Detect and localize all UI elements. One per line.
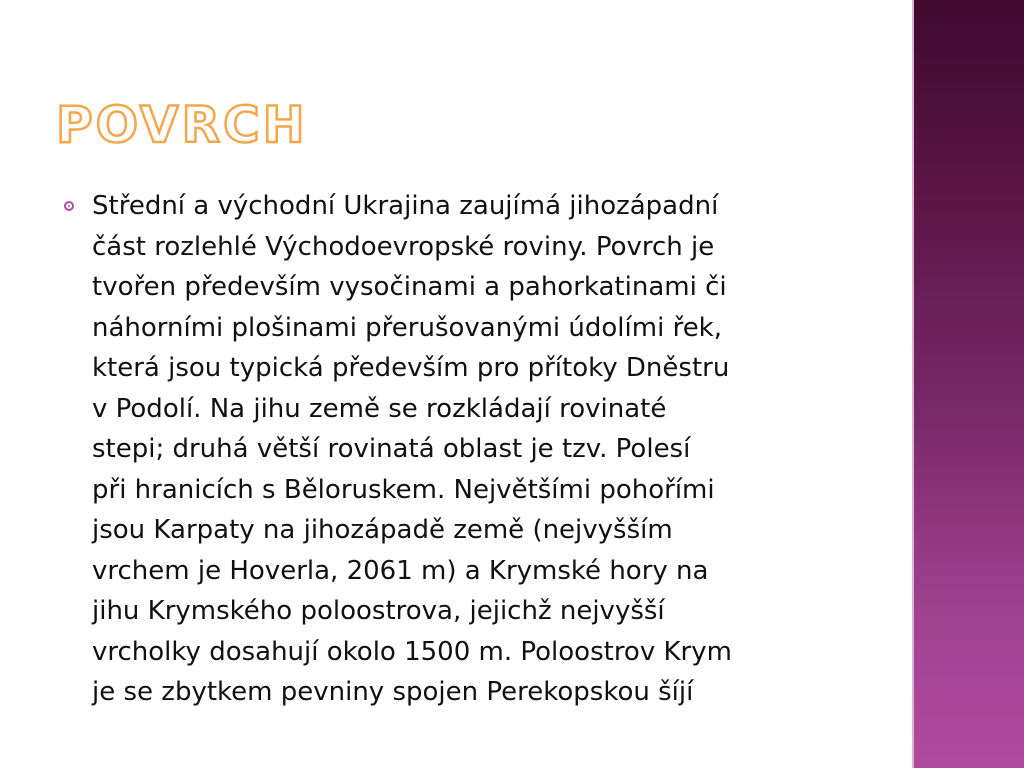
slide-title: POVRCH: [56, 96, 308, 154]
text-line: v Podolí. Na jihu země se rozkládají rovinaté: [92, 393, 667, 424]
text-line: je se zbytkem pevniny spojen Perekopskou šíjí: [92, 677, 694, 707]
text-line: vrcholky dosahují okolo 1500 m. Poloostrov Krym: [92, 636, 732, 667]
decorative-side-bar: [912, 0, 1024, 768]
slide-content: [60, 186, 860, 713]
text-line: při hranicích s Běloruskem. Největšími pohořími: [92, 474, 715, 505]
text-line: část rozlehlé Východoevropské roviny. Povrch je: [92, 231, 715, 262]
bullet-icon: [64, 201, 74, 211]
bullet-text: [92, 186, 860, 713]
text-line: Střední a východní Ukrajina zaujímá jihozápadní: [92, 191, 719, 221]
text-line: která jsou typická především pro přítoky Dněstru: [92, 353, 730, 383]
text-line: jsou Karpaty na jihozápadě země (nejvyšším: [92, 515, 673, 545]
text-line: náhorními plošinami přerušovanými údolími řek,: [92, 312, 723, 343]
bullet-item: [60, 186, 860, 713]
text-line: tvořen především vysočinami a pahorkatinami či: [92, 272, 727, 302]
text-line: stepi; druhá větší rovinatá oblast je tzv. Polesí: [92, 434, 691, 464]
text-line: jihu Krymského poloostrova, jejichž nejvyšší: [92, 596, 665, 626]
text-line: vrchem je Hoverla, 2061 m) a Krymské hory na: [92, 555, 709, 586]
